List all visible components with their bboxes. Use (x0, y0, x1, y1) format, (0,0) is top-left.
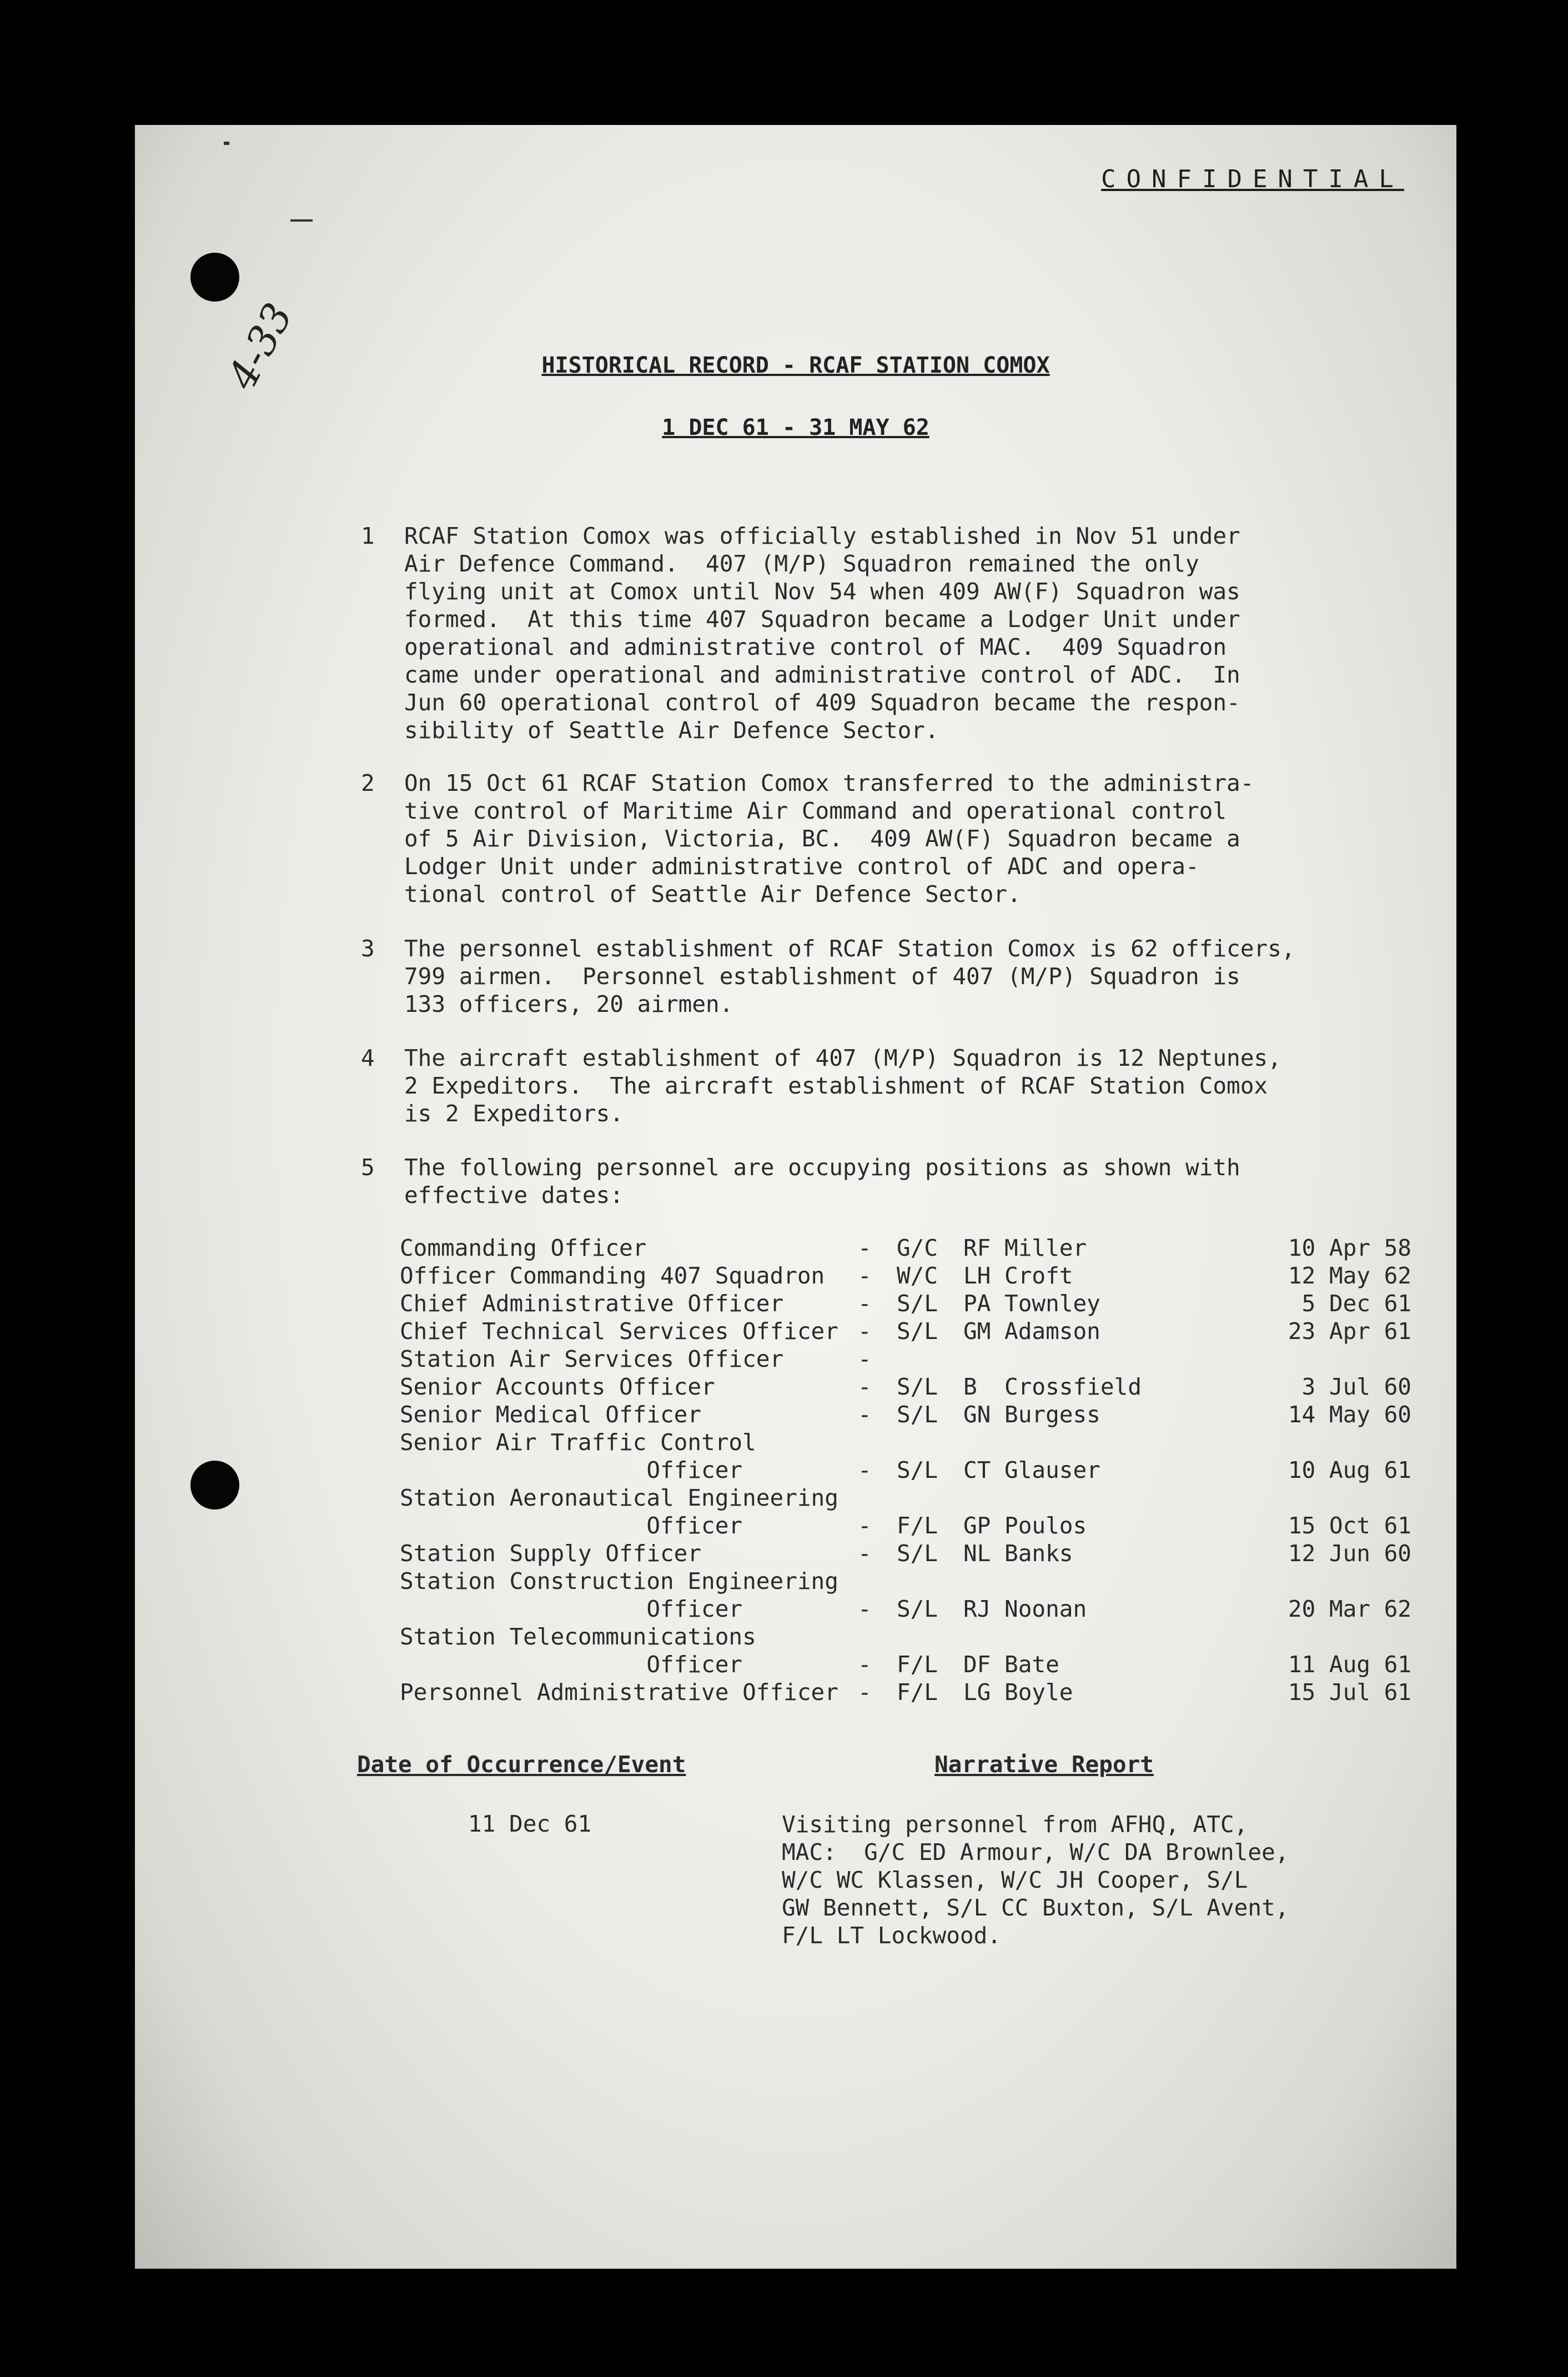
punch-hole-bottom (190, 1461, 239, 1510)
date-cell: 14 May 60 (1288, 1401, 1411, 1428)
name-cell: DF Bate (963, 1651, 1059, 1678)
name-cell: RJ Noonan (963, 1596, 1087, 1622)
date-cell: 15 Jul 61 (1288, 1679, 1411, 1706)
scan-speck (224, 142, 229, 145)
position-cell: Officer (400, 1651, 743, 1678)
dash-cell: - (858, 1401, 872, 1428)
position-cell: Station Supply Officer (400, 1540, 702, 1567)
rank-cell: W/C (897, 1262, 938, 1289)
event-narrative: Visiting personnel from AFHQ, ATC, MAC: G/C ED Armour, W/C DA Brownlee, W/C WC Klassen, W/C JH Cooper, S/L GW Bennett, S/L CC Buxton, S/L Avent, F/L LT Lockwood. (782, 1811, 1289, 1949)
dash-cell: - (858, 1262, 872, 1289)
paragraph-number: 3 (361, 935, 375, 962)
name-cell: GN Burgess (963, 1401, 1100, 1428)
dash-cell: - (858, 1290, 872, 1317)
dash-cell: - (858, 1318, 872, 1345)
paragraph-text: The aircraft establishment of 407 (M/P) Squadron is 12 Neptunes, 2 Expeditors. The aircraft establishment of RCAF Station Comox is 2 Expeditors. (404, 1045, 1281, 1127)
name-cell: B Crossfield (963, 1373, 1142, 1400)
date-cell: 11 Aug 61 (1288, 1651, 1411, 1678)
paragraph-number: 2 (361, 770, 375, 796)
rank-cell: S/L (897, 1457, 938, 1483)
position-cell: Officer Commanding 407 Squadron (400, 1262, 825, 1289)
position-cell: Station Air Services Officer (400, 1346, 784, 1372)
rank-cell: F/L (897, 1512, 938, 1539)
rank-cell: F/L (897, 1651, 938, 1678)
date-cell: 20 Mar 62 (1288, 1596, 1411, 1622)
dash-cell: - (858, 1596, 872, 1622)
rank-cell: S/L (897, 1596, 938, 1622)
rank-cell: S/L (897, 1290, 938, 1317)
position-cell: Chief Administrative Officer (400, 1290, 784, 1317)
dash-cell: - (858, 1679, 872, 1706)
date-cell: 12 May 62 (1288, 1262, 1411, 1289)
paragraph-text: On 15 Oct 61 RCAF Station Comox transferred to the administra- tive control of Maritime Air Command and operational control of 5 Air Division, Victoria, BC. 409 AW(F) Squadron became a Lodger Unit under administrative control of ADC and opera- tional control of Seattle Air Defence Sector. (404, 770, 1254, 907)
date-cell: 3 Jul 60 (1301, 1373, 1411, 1400)
position-cell: Commanding Officer (400, 1235, 647, 1261)
event-date-header: Date of Occurrence/Event (357, 1751, 686, 1778)
paragraph-text: The following personnel are occupying positions as shown with effective dates: (404, 1154, 1240, 1208)
paragraph-4 (361, 1044, 1470, 1127)
name-cell: CT Glauser (963, 1457, 1100, 1483)
name-cell: NL Banks (963, 1540, 1073, 1567)
rank-cell: S/L (897, 1318, 938, 1345)
name-cell: GM Adamson (963, 1318, 1100, 1345)
dash-cell: - (858, 1373, 872, 1400)
name-cell: RF Miller (963, 1235, 1087, 1261)
position-cell: Officer (400, 1457, 743, 1483)
rank-cell: S/L (897, 1373, 938, 1400)
paragraph-text: RCAF Station Comox was officially established in Nov 51 under Air Defence Command. 407 (M/P) Squadron remained the only flying unit at Comox until Nov 54 when 409 AW(F) Squadron was formed. At this time 407 Squadron became a Lodger Unit under operational and administrative control of MAC. 409 Squadron came under operational and administrative control of ADC. In Jun 60 operational control of 409 Squadron became the respon- sibility of Seattle Air Defence Sector. (404, 523, 1240, 744)
classification-marking: CONFIDENTIAL (1101, 165, 1404, 193)
paragraph-3 (361, 935, 1470, 1018)
dash-cell: - (858, 1457, 872, 1483)
date-cell: 12 Jun 60 (1288, 1540, 1411, 1567)
paragraph-text: The personnel establishment of RCAF Station Comox is 62 officers, 799 airmen. Personnel establishment of 407 (M/P) Squadron is 133 officers, 20 airmen. (404, 935, 1295, 1017)
position-cell: Personnel Administrative Officer (400, 1679, 838, 1706)
punch-hole-top (190, 253, 239, 302)
name-cell: LH Croft (963, 1262, 1073, 1289)
document-title: HISTORICAL RECORD - RCAF STATION COMOX (541, 353, 1050, 378)
dash-cell: - (858, 1346, 872, 1372)
rank-cell: S/L (897, 1401, 938, 1428)
date-cell: 10 Apr 58 (1288, 1235, 1411, 1261)
paragraph-number: 4 (361, 1045, 375, 1071)
date-cell: 23 Apr 61 (1288, 1318, 1411, 1345)
handwritten-reference: 4-33 (218, 295, 302, 397)
position-cell: Station Construction Engineering (400, 1568, 838, 1594)
rank-cell: G/C (897, 1235, 938, 1261)
position-cell: Senior Accounts Officer (400, 1373, 715, 1400)
dash-cell: - (858, 1651, 872, 1678)
position-cell: Officer (400, 1512, 743, 1539)
paragraph-5 (361, 1154, 1470, 1209)
date-cell: 5 Dec 61 (1301, 1290, 1411, 1317)
event-date: 11 Dec 61 (468, 1811, 592, 1837)
position-cell: Station Aeronautical Engineering (400, 1485, 838, 1511)
paragraph-number: 5 (361, 1154, 375, 1181)
position-cell: Officer (400, 1596, 743, 1622)
document-page (135, 125, 1456, 2269)
dash-cell: - (858, 1512, 872, 1539)
document-date-range: 1 DEC 61 - 31 MAY 62 (662, 415, 929, 440)
rank-cell: S/L (897, 1540, 938, 1567)
position-cell: Chief Technical Services Officer (400, 1318, 838, 1345)
paragraph-1 (361, 522, 1470, 744)
name-cell: LG Boyle (963, 1679, 1073, 1706)
paragraph-number: 1 (361, 523, 375, 549)
paragraph-2 (361, 769, 1470, 908)
position-cell: Senior Air Traffic Control (400, 1429, 756, 1456)
dash-cell: - (858, 1540, 872, 1567)
name-cell: GP Poulos (963, 1512, 1087, 1539)
name-cell: PA Townley (963, 1290, 1100, 1317)
narrative-header: Narrative Report (934, 1751, 1154, 1778)
scan-speck (290, 219, 313, 222)
position-cell: Station Telecommunications (400, 1623, 756, 1650)
dash-cell: - (858, 1235, 872, 1261)
rank-cell: F/L (897, 1679, 938, 1706)
date-cell: 10 Aug 61 (1288, 1457, 1411, 1483)
position-cell: Senior Medical Officer (400, 1401, 702, 1428)
date-cell: 15 Oct 61 (1288, 1512, 1411, 1539)
